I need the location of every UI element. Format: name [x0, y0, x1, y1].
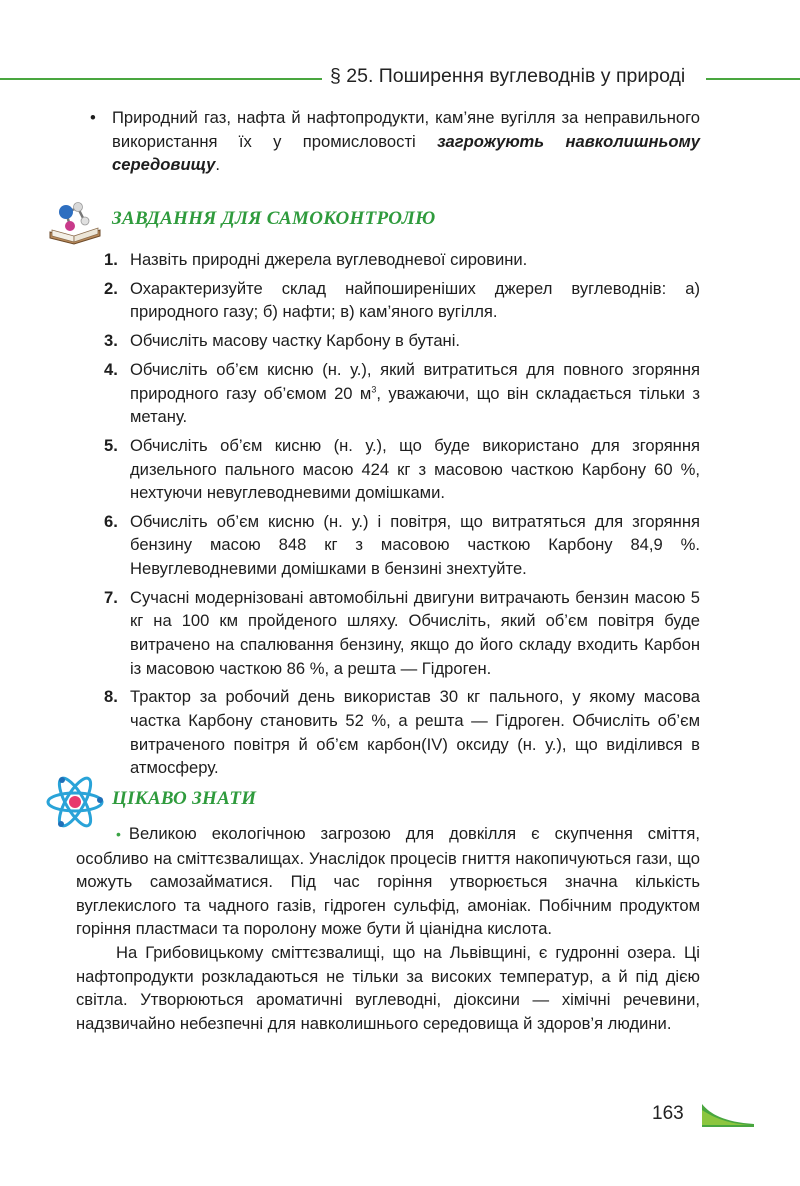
green-bullet: • [116, 826, 121, 842]
task-number: 6. [104, 511, 118, 531]
interesting-paragraph-1 [76, 822, 700, 941]
self-control-heading: ЗАВДАННЯ ДЛЯ САМОКОНТРОЛЮ [112, 208, 436, 229]
task-text: Трактор за робочий день використав 30 кг пального, у якому масова частка Карбону становить 52 %, а решта — Гідроген. Обчисліть об’єм витраченого повітря й об’єм карбон(IV) оксиду (н. у.), що виділився в атмосферу. [130, 687, 700, 778]
task-number: 4. [104, 359, 118, 379]
task-text: Обчисліть масову частку Карбону в бутані. [130, 331, 461, 351]
paragraph-text: Великою екологічною загрозою для довкілля є скупчення сміття, особливо на сміттєзвалищах. Унаслідок процесів гниття накопичуються гази, що можуть самозайматися. Під час горіння утворюється значна кількість вуглекислого та чадного газів, гідроген сульфід, амоніак. Побічним продуктом горіння пластмаси та поролону може бути й ціанідна кислота. [76, 824, 700, 939]
header-rule-left [0, 78, 322, 80]
task-item-6 [104, 510, 700, 581]
task-item-3 [104, 329, 700, 353]
header-rule-right [706, 78, 800, 80]
interesting-body [76, 822, 700, 1035]
task-item-8 [104, 685, 700, 779]
task-item-1 [104, 248, 700, 272]
intro-emphasis: загрожують навколишньому середовищу [112, 131, 700, 175]
intro-bullet-paragraph [90, 106, 700, 177]
task-text: Назвіть природні джерела вуглеводневої сировини. [130, 250, 528, 269]
task-text: Обчисліть об’єм кисню (н. у.), який витратиться для повного згоряння природного газу об’ємом 20 м [130, 359, 700, 403]
molecule-book-icon [44, 196, 106, 250]
task-text-continued: , уважаючи, що він складається тільки з метану. [130, 383, 700, 427]
intro-period: . [215, 155, 220, 175]
task-number: 8. [104, 687, 118, 707]
task-list [104, 248, 700, 785]
bullet-marker: • [90, 108, 96, 127]
task-number: 2. [104, 278, 118, 298]
task-text: Сучасні модернізовані автомобільні двигуни витрачають бензин масою 5 кг на 100 км пройденого шляху. Обчисліть, який об’єм повітря буде витрачено на спалювання бензину, якщо до його складу входить Карбон із масовою часткою 86 %, а решта — Гідроген. [130, 587, 700, 678]
task-number: 5. [104, 435, 118, 455]
task-text: Обчисліть об’єм кисню (н. у.) і повітря, що витратяться для згоряння бензину масою 848 кг з масовою часткою Карбону 84,9 %. Невуглеводневими домішками в бензині знехтуйте. [130, 511, 700, 579]
task-text: Охарактеризуйте склад найпоширеніших джерел вуглеводнів: а) природного газу; б) нафти; в) кам’яного вугілля. [130, 278, 700, 322]
task-number: 1. [104, 250, 118, 269]
interesting-paragraph-2: На Грибовицькому сміттєзвалищі, що на Львівщині, є гудронні озера. Ці нафтопродукти розкладаються не тільки за високих температур, а й під дією світла. Утворюються ароматичні вуглеводні, діоксини — хімічні речевини, надзвичайно небезпечні для навколишнього середовища й здоров’я людини. [76, 942, 700, 1033]
task-item-5 [104, 434, 700, 505]
page-corner-mark-icon [700, 1100, 756, 1128]
section-title: § 25. Поширення вуглеводнів у природі [330, 65, 686, 87]
task-number: 7. [104, 587, 118, 607]
interesting-heading: ЦІКАВО ЗНАТИ [112, 788, 257, 809]
task-number: 3. [104, 331, 118, 351]
task-item-2 [104, 277, 700, 324]
task-text: Обчисліть об’єм кисню (н. у.), що буде використано для згоряння дизельного пального масою 424 кг з масовою часткою Карбону 60 %, нехтуючи невуглеводневими домішками. [130, 435, 700, 503]
superscript-cubed: 3 [371, 384, 377, 394]
task-item-7 [104, 586, 700, 680]
intro-text: Природний газ, нафта й нафтопродукти, кам’яне вугілля за неправильного використання їх у промисловості [112, 108, 700, 151]
page-number: 163 [652, 1103, 684, 1124]
task-item-4 [104, 358, 700, 429]
